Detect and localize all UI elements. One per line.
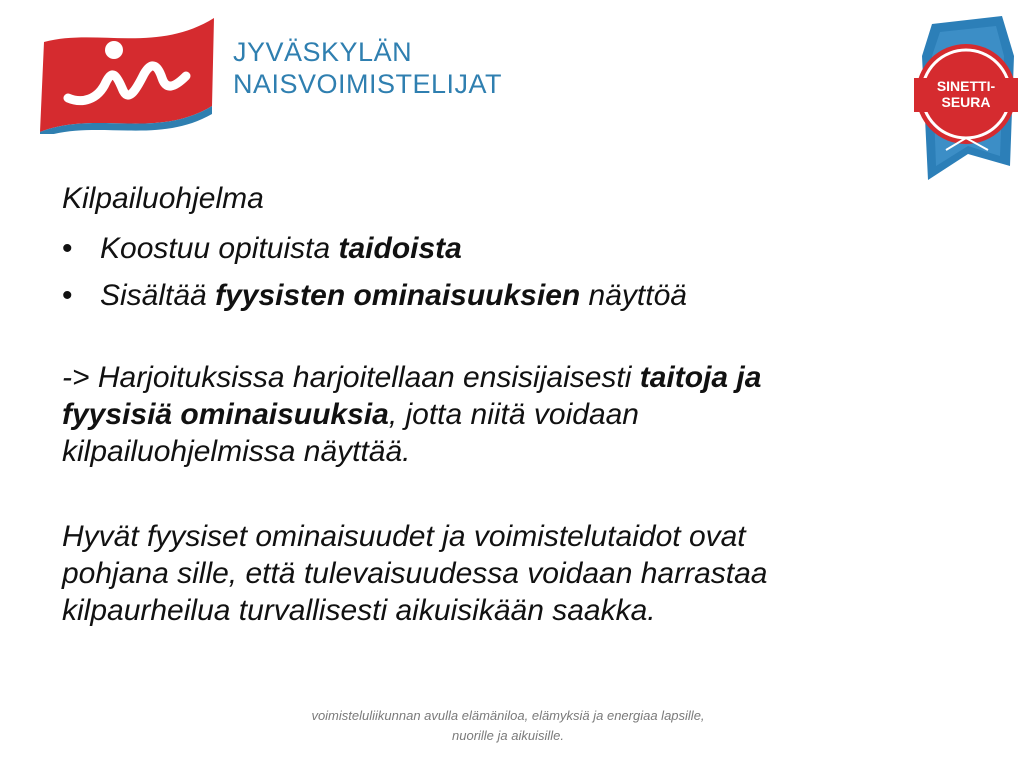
paragraph-text: -> Harjoituksissa harjoitellaan ensisijaisesti (62, 361, 640, 394)
club-flag-icon (36, 14, 226, 134)
paragraph-training (62, 359, 942, 470)
bullet-item (62, 225, 942, 272)
slide-content (62, 180, 942, 629)
seal-label (910, 78, 1022, 110)
bullet-list (62, 225, 942, 319)
sinettiseura-seal (910, 16, 1022, 184)
club-name-line1: JYVÄSKYLÄN (233, 37, 413, 67)
bullet-text-pre: Koostuu opituista (100, 232, 339, 265)
paragraph-line (62, 359, 942, 396)
paragraph-future (62, 518, 942, 629)
paragraph-line (62, 396, 942, 433)
paragraph-line: pohjana sille, että tulevaisuudessa voidaan harrastaa (62, 557, 768, 590)
bullet-text-bold: taidoista (338, 232, 462, 265)
paragraph-line: kilpaurheilua turvallisesti aikuisikään saakka. (62, 594, 656, 627)
seal-label-line1: SINETTI- (936, 78, 996, 94)
footer-line2: nuorille ja aikuisille. (452, 728, 564, 743)
paragraph-line: Hyvät fyysiset ominaisuudet ja voimistelutaidot ovat (62, 520, 746, 553)
slide-footer (220, 706, 796, 746)
paragraph-text: , jotta niitä voidaan (388, 398, 639, 431)
seal-label-line2: SEURA (941, 94, 991, 110)
club-name (233, 36, 502, 100)
club-name-line2: NAISVOIMISTELIJAT (233, 69, 503, 99)
club-logo (36, 14, 506, 134)
paragraph-bold-text: fyysisiä ominaisuuksia (62, 398, 389, 431)
footer-line1: voimisteluliikunnan avulla elämäniloa, elämyksiä ja energiaa lapsille, (311, 708, 705, 723)
bullet-text-post: näyttöä (580, 279, 687, 312)
bullet-icon: • (62, 232, 73, 265)
paragraph-line: kilpailuohjelmissa näyttää. (62, 435, 411, 468)
bullet-text-pre: Sisältää (100, 279, 216, 312)
bullet-text-bold: fyysisten ominaisuuksien (215, 279, 581, 312)
slide-heading: Kilpailuohjelma (62, 182, 264, 215)
bullet-item (62, 272, 942, 319)
paragraph-bold-text: taitoja ja (639, 361, 762, 394)
bullet-icon: • (62, 279, 73, 312)
